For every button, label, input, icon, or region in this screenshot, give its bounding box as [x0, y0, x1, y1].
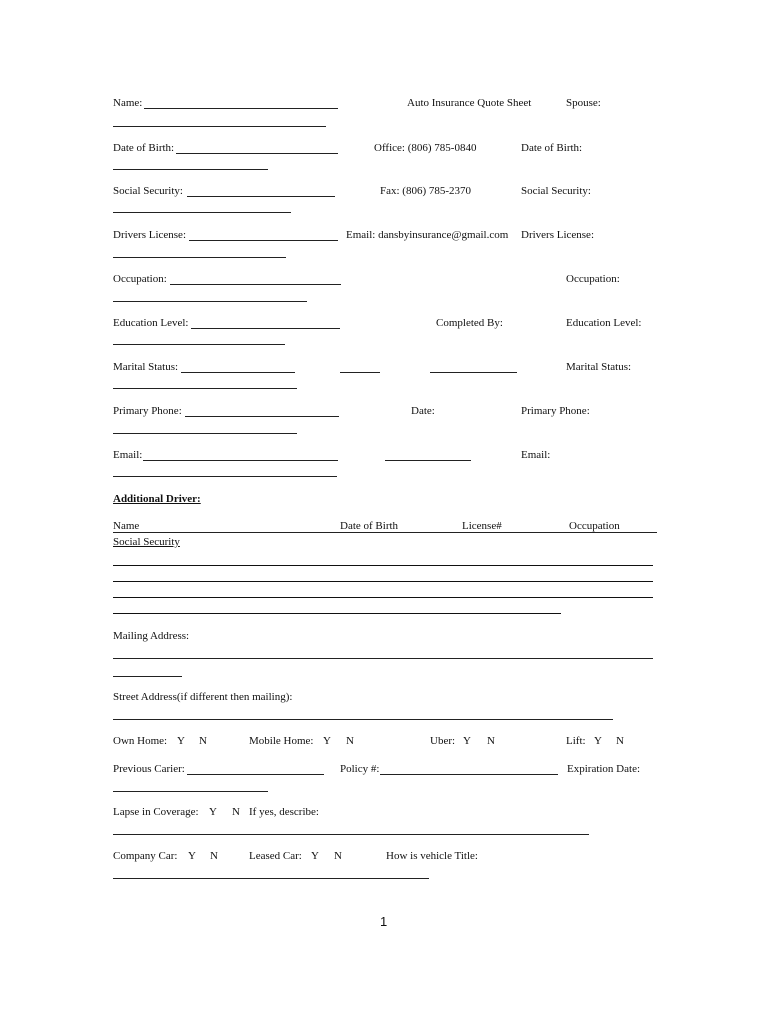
fax-number: Fax: (806) 785-2370	[380, 185, 472, 197]
completed-by-field[interactable]	[430, 372, 517, 373]
occupation-field[interactable]	[170, 284, 341, 285]
vehicle-title-field[interactable]	[113, 878, 429, 879]
street-address-field[interactable]	[113, 719, 613, 720]
uber-label: Uber:	[430, 735, 456, 747]
col-name: Name	[113, 520, 140, 532]
dl-label: Drivers License:	[113, 229, 186, 241]
spouse-dl-label: Drivers License:	[521, 229, 594, 241]
spouse-email-field[interactable]	[113, 476, 337, 477]
spouse-name-field[interactable]	[113, 126, 326, 127]
mobile-home-label: Mobile Home:	[249, 735, 314, 747]
email-label: Email:	[113, 449, 143, 461]
spouse-dob-field[interactable]	[113, 169, 268, 170]
education-label: Education Level:	[113, 317, 189, 329]
spouse-dl-field[interactable]	[113, 257, 286, 258]
street-address-label: Street Address(if different then mailing):	[113, 691, 293, 703]
col-social-security: Social Security	[113, 536, 180, 548]
mobile-home-no[interactable]: N	[346, 735, 354, 747]
driver-line-1[interactable]	[113, 565, 653, 566]
policy-field[interactable]	[380, 774, 558, 775]
date-label: Date:	[411, 405, 435, 417]
form-title: Auto Insurance Quote Sheet	[407, 97, 532, 109]
policy-label: Policy #:	[340, 763, 380, 775]
spouse-education-field[interactable]	[113, 344, 285, 345]
driver-line-2[interactable]	[113, 581, 653, 582]
driver-line-4[interactable]	[113, 613, 561, 614]
dob-label: Date of Birth:	[113, 142, 175, 154]
uber-no[interactable]: N	[487, 735, 495, 747]
previous-carrier-field[interactable]	[187, 774, 324, 775]
dob-field[interactable]	[176, 153, 338, 154]
ssn-label: Social Security:	[113, 185, 183, 197]
spouse-occupation-label: Occupation:	[566, 273, 620, 285]
education-field[interactable]	[191, 328, 340, 329]
company-car-label: Company Car:	[113, 850, 178, 862]
own-home-label: Own Home:	[113, 735, 168, 747]
name-label: Name:	[113, 97, 143, 109]
spouse-occupation-field[interactable]	[113, 301, 307, 302]
completed-by-label: Completed By:	[436, 317, 503, 329]
additional-driver-heading: Additional Driver:	[113, 493, 201, 505]
spouse-education-label: Education Level:	[566, 317, 642, 329]
own-home-no[interactable]: N	[199, 735, 207, 747]
completed-by-initials-field[interactable]	[340, 372, 380, 373]
lapse-yes[interactable]: Y	[209, 806, 217, 818]
spouse-ssn-label: Social Security:	[521, 185, 591, 197]
lift-yes[interactable]: Y	[594, 735, 602, 747]
col-occupation: Occupation	[569, 520, 620, 532]
marital-label: Marital Status:	[113, 361, 179, 373]
spouse-dob-label: Date of Birth:	[521, 142, 583, 154]
phone-label: Primary Phone:	[113, 405, 182, 417]
spouse-marital-field[interactable]	[113, 388, 297, 389]
lift-label: Lift:	[566, 735, 586, 747]
lapse-no[interactable]: N	[232, 806, 240, 818]
office-phone: Office: (806) 785-0840	[374, 142, 477, 154]
vehicle-title-label: How is vehicle Title:	[386, 850, 478, 862]
lapse-label: Lapse in Coverage:	[113, 806, 199, 818]
lapse-describe-field[interactable]	[113, 834, 589, 835]
expiration-label: Expiration Date:	[567, 763, 641, 775]
spouse-ssn-field[interactable]	[113, 212, 291, 213]
phone-field[interactable]	[185, 416, 339, 417]
leased-car-label: Leased Car:	[249, 850, 302, 862]
name-field[interactable]	[144, 108, 338, 109]
mailing-address-field[interactable]	[113, 658, 653, 659]
spouse-label: Spouse:	[566, 97, 601, 109]
col-license: License#	[462, 520, 502, 532]
dl-field[interactable]	[189, 240, 338, 241]
expiration-field[interactable]	[113, 791, 268, 792]
office-email: Email: dansbyinsurance@gmail.com	[346, 229, 509, 241]
uber-yes[interactable]: Y	[463, 735, 471, 747]
col-dob: Date of Birth	[340, 520, 399, 532]
spouse-phone-field[interactable]	[113, 433, 297, 434]
driver-line-3[interactable]	[113, 597, 653, 598]
page-number: 1	[380, 914, 388, 929]
if-yes-describe-label: If yes, describe:	[249, 806, 319, 818]
spouse-marital-label: Marital Status:	[566, 361, 632, 373]
lift-no[interactable]: N	[616, 735, 624, 747]
leased-car-no[interactable]: N	[334, 850, 342, 862]
mobile-home-yes[interactable]: Y	[323, 735, 331, 747]
occupation-label: Occupation:	[113, 273, 167, 285]
columns-underline	[113, 532, 657, 533]
previous-carrier-label: Previous Carier:	[113, 763, 185, 775]
company-car-no[interactable]: N	[210, 850, 218, 862]
leased-car-yes[interactable]: Y	[311, 850, 319, 862]
email-field[interactable]	[143, 460, 338, 461]
ssn-field[interactable]	[187, 196, 335, 197]
date-field[interactable]	[385, 460, 471, 461]
mailing-address-field-2[interactable]	[113, 676, 182, 677]
company-car-yes[interactable]: Y	[188, 850, 196, 862]
mailing-address-label: Mailing Address:	[113, 630, 190, 642]
marital-field[interactable]	[181, 372, 295, 373]
own-home-yes[interactable]: Y	[177, 735, 185, 747]
spouse-email-label: Email:	[521, 449, 551, 461]
spouse-phone-label: Primary Phone:	[521, 405, 590, 417]
